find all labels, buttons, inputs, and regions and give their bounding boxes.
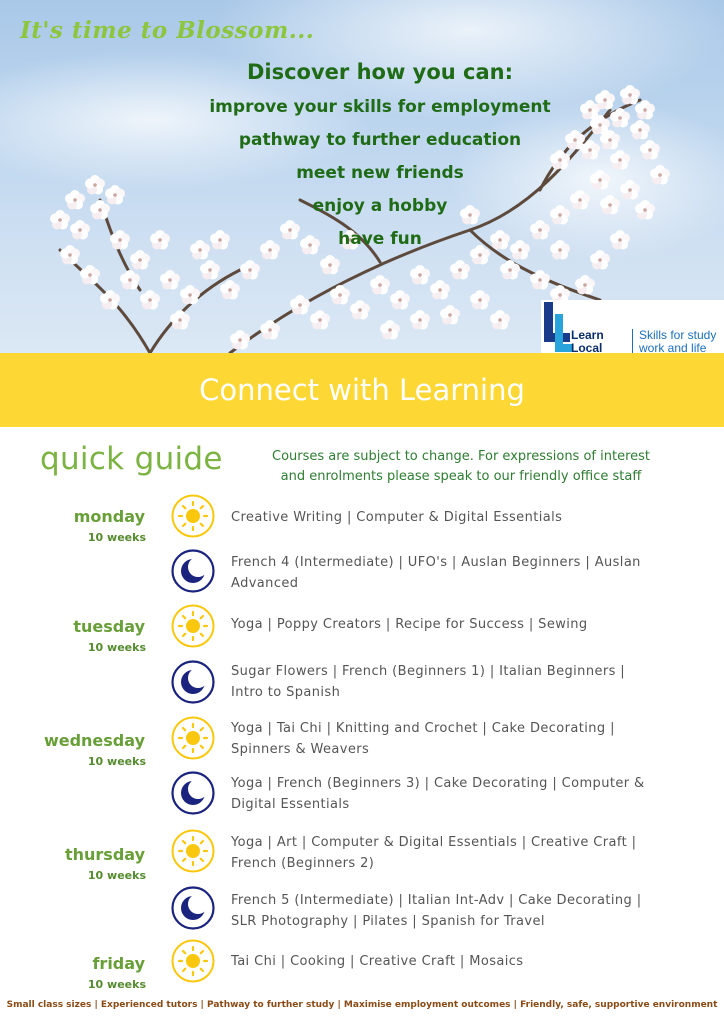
course-line: French 5 (Intermediate) | Italian Int-Adv | Cake Decorating | <box>231 893 642 908</box>
course-line: Yoga | Poppy Creators | Recipe for Success | Sewing <box>231 617 588 632</box>
benefit-line: have fun <box>338 229 422 249</box>
moon-icon <box>171 549 215 593</box>
logo-local-text: Local <box>571 341 603 353</box>
course-line: Digital Essentials <box>231 797 350 812</box>
sun-icon <box>171 716 215 760</box>
sun-icon <box>171 604 215 648</box>
weeks-thursday: 10 weeks <box>87 869 146 882</box>
day-wednesday: wednesday <box>43 731 145 750</box>
course-list <box>231 890 691 932</box>
course-line: Creative Writing | Computer & Digital Essentials <box>231 510 563 525</box>
course-line: Yoga | Tai Chi | Knitting and Crochet | Cake Decorating | <box>231 721 615 736</box>
learn-local-logo <box>541 300 724 353</box>
course-line: Spinners & Weavers <box>231 742 370 757</box>
moon-icon <box>171 660 215 704</box>
logo-tagline-line: Skills for study <box>639 328 717 342</box>
sun-icon <box>171 939 215 983</box>
guide-note-line: Courses are subject to change. For expressions of interest <box>272 449 650 464</box>
weeks-tuesday: 10 weeks <box>87 641 146 654</box>
benefit-line: enjoy a hobby <box>312 196 448 216</box>
course-list <box>231 832 691 874</box>
course-list <box>231 951 691 972</box>
course-line: Advanced <box>231 576 299 591</box>
weeks-wednesday: 10 weeks <box>87 755 146 768</box>
course-list <box>231 507 691 528</box>
course-line: Intro to Spanish <box>231 685 341 700</box>
logo-learn-text: Learn <box>571 328 604 342</box>
course-list <box>231 614 691 635</box>
moon-icon <box>171 771 215 815</box>
sun-icon <box>171 829 215 873</box>
day-friday: friday <box>92 954 145 973</box>
course-line: Yoga | French (Beginners 3) | Cake Decorating | Computer & <box>231 776 645 791</box>
course-line: SLR Photography | Pilates | Spanish for Travel <box>231 914 545 929</box>
weeks-friday: 10 weeks <box>87 978 146 991</box>
course-list <box>231 552 691 594</box>
hero-banner <box>0 0 724 353</box>
quick-guide-title: quick guide <box>40 441 223 477</box>
course-list <box>231 718 691 760</box>
guide-note-line: and enrolments please speak to our friendly office staff <box>280 469 642 484</box>
discover-heading: Discover how you can: <box>246 60 514 84</box>
learn-local-logo-icon <box>543 302 573 353</box>
day-tuesday: tuesday <box>73 617 145 636</box>
benefit-line: pathway to further education <box>238 130 522 150</box>
course-line: French (Beginners 2) <box>231 856 375 871</box>
guide-note <box>230 447 692 487</box>
course-list <box>231 773 691 815</box>
weeks-monday: 10 weeks <box>87 531 146 544</box>
course-line: Tai Chi | Cooking | Creative Craft | Mosaics <box>231 954 524 969</box>
logo-tagline <box>639 329 716 353</box>
course-line: French 4 (Intermediate) | UFO's | Auslan Beginners | Auslan <box>231 555 641 570</box>
banner-title: Connect with Learning <box>199 373 525 407</box>
logo-divider <box>632 329 633 353</box>
logo-tagline-line: work and life <box>639 341 707 353</box>
day-thursday: thursday <box>64 845 145 864</box>
footer-strapline: Small class sizes | Experienced tutors | Pathway to further study | Maximise employment outcomes | Friendly, safe, supportive environment <box>6 1000 718 1010</box>
tagline: It's time to Blossom... <box>20 17 315 44</box>
moon-icon <box>171 886 215 930</box>
connect-banner <box>0 353 724 427</box>
benefit-line: meet new friends <box>296 163 464 183</box>
day-monday: monday <box>73 507 145 526</box>
course-list <box>231 661 691 703</box>
course-line: Sugar Flowers | French (Beginners 1) | Italian Beginners | <box>231 664 626 679</box>
benefit-line: improve your skills for employment <box>209 97 551 117</box>
course-line: Yoga | Art | Computer & Digital Essentials | Creative Craft | <box>231 835 637 850</box>
sun-icon <box>171 494 215 538</box>
